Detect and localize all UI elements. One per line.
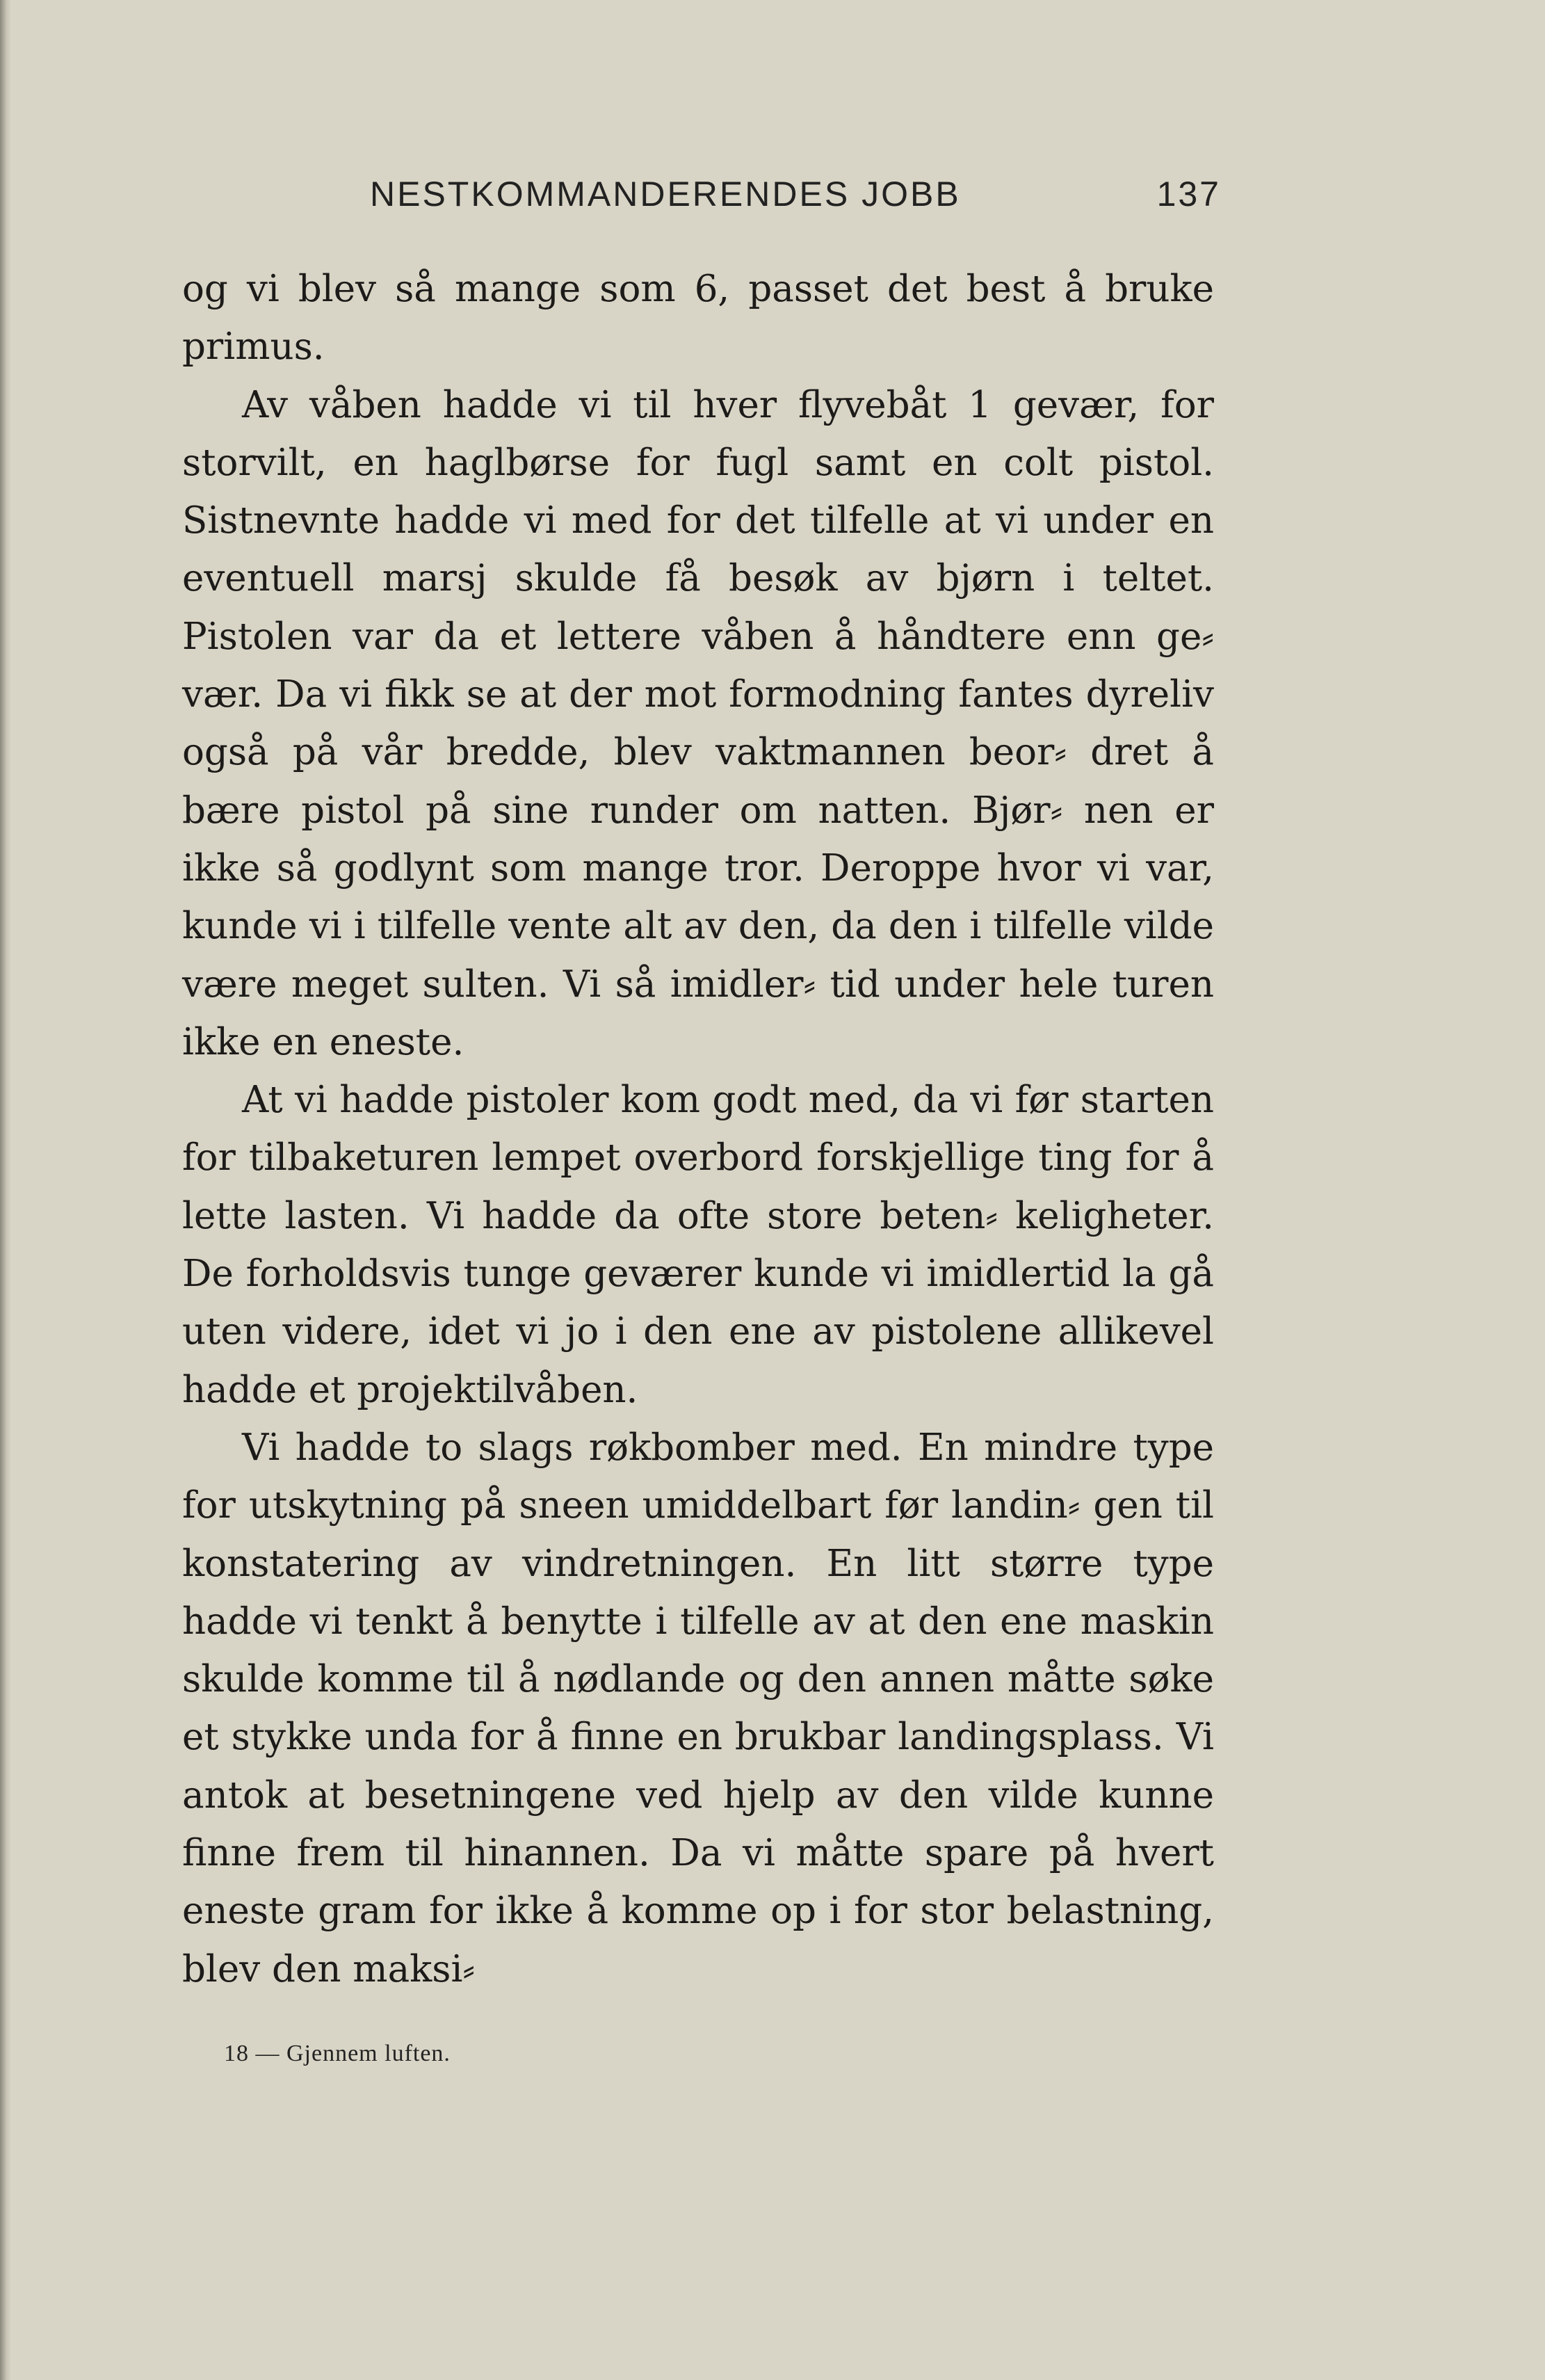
page-number: 137 <box>1156 175 1221 214</box>
paragraph-3: At vi hadde pistoler kom godt med, da vi før starten for tilbaketuren lempet overbord forskjellige ting for å lette lasten. Vi hadde da ofte store beten⸗ keligheter. De forholdsvis tunge geværer kunde vi imidlertid la gå uten videre, idet vi jo i den ene av pistolene allikevel hadde et projektilvåben. <box>182 1079 1214 1411</box>
paragraph-1: og vi blev så mange som 6, passet det best å bruke primus. <box>182 268 1214 369</box>
running-header <box>182 174 1225 223</box>
signature-footnote: 18 — Gjennem luften. <box>224 2041 451 2066</box>
paragraph-2: Av våben hadde vi til hver flyvebåt 1 gevær, for storvilt, en haglbørse for fugl samt en colt pistol. Sistnevnte hadde vi med for det tilfelle at vi under en eventuell marsj skulde få besøk av bjørn i teltet. Pistolen var da et lettere våben å håndtere enn ge⸗ vær. Da vi fikk se at der mot formodning fantes dyreliv også på vår bredde, blev vaktmannen beor⸗ dret å bære pistol på sine runder om natten. Bjør⸗ nen er ikke så godlynt som mange tror. Deroppe hvor vi var, kunde vi i tilfelle vente alt av den, da den i tilfelle vilde være meget sulten. Vi så imidler⸗ tid under hele turen ikke en eneste. <box>182 383 1214 1063</box>
body-text <box>182 260 1214 1998</box>
paragraph-4: Vi hadde to slags røkbomber med. En mindre type for utskytning på sneen umiddelbart før landin⸗ gen til konstatering av vindretningen. En litt større type hadde vi tenkt å benytte i tilfelle av at den ene maskin skulde komme til å nødlande og den annen måtte søke et stykke unda for å finne en brukbar landingsplass. Vi antok at besetningene ved hjelp av den vilde kunne finne frem til hinannen. Da vi måtte spare på hvert eneste gram for ikke å komme op i for stor belastning, blev den maksi⸗ <box>182 1426 1214 1991</box>
page-edge <box>0 0 11 2380</box>
chapter-title: NESTKOMMANDERENDES JOBB <box>370 175 961 214</box>
